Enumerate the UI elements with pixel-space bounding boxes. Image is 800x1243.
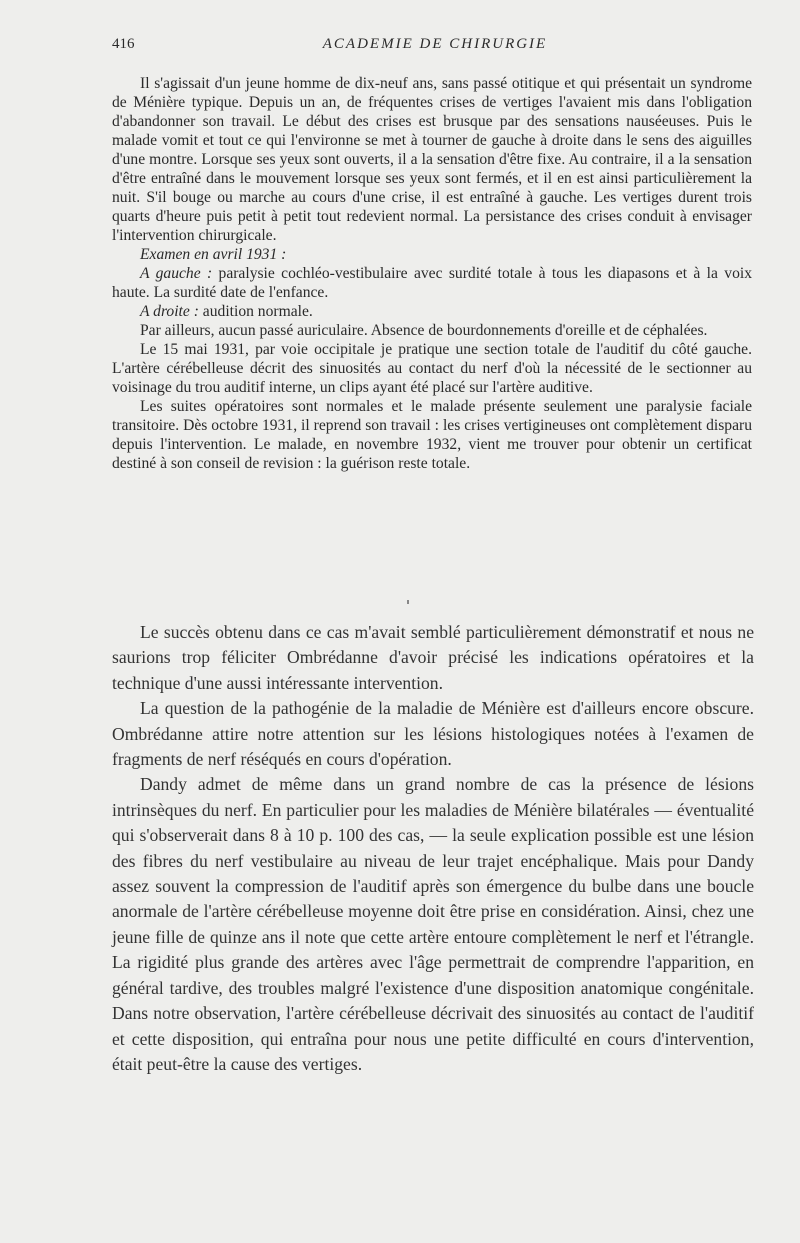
case-paragraph-followup: Les suites opératoires sont normales et le malade présente seulement une paralysie faciale transitoire. Dès octobre 1931, il reprend son travail : les crises vertigineuses ont complètement disparu depuis l'intervention. Le malade, en novembre 1932, vient me trouver pour obtenir un certificat destiné à son conseil de revision : la guérison reste totale. bbox=[112, 398, 752, 472]
running-title: ACADEMIE DE CHIRURGIE bbox=[322, 36, 548, 52]
page-header bbox=[112, 36, 758, 58]
right-label: A droite : bbox=[140, 303, 199, 320]
page-number: 416 bbox=[112, 36, 135, 52]
left-ear-findings bbox=[112, 264, 752, 302]
case-paragraph-operation: Le 15 mai 1931, par voie occipitale je pratique une section totale de l'auditif du côté gauche. L'artère cérébelleuse décrit des sinuosités au contact du nerf d'où la nécessité de le sectionner au voisinage du trou auditif interne, un clips ayant été placé sur l'artère auditive. bbox=[112, 341, 752, 396]
right-text: audition normale. bbox=[198, 303, 313, 320]
discussion-paragraph-1: Le succès obtenu dans ce cas m'avait semblé particulièrement démonstratif et nous ne saurions trop féliciter Ombrédanne d'avoir précisé les indications opératoires et la technique d'une aussi intéressante intervention. bbox=[112, 622, 754, 693]
discussion-paragraph-3: Dandy admet de même dans un grand nombre de cas la présence de lésions intrinsèques du nerf. En particulier pour les maladies de Ménière bilatérales — éventualité qui s'observerait dans 8 à 10 p. 100 des cas, — la seule explication possible est une lésion des fibres du nerf vestibulaire au niveau de leur trajet encéphalique. Mais pour Dandy assez souvent la compression de l'auditif après son émergence du bulbe dans une boucle anormale de l'artère cérébelleuse moyenne doit être prise en considération. Ainsi, chez une jeune fille de quinze ans il note que cette artère entoure complètement le nerf et l'étrangle. La rigidité plus grande des artères avec l'âge permettrait de comprendre l'apparition, en général tardive, des troubles malgré l'existence d'une disposition anatomique congénitale. Dans notre observation, l'artère cérébelleuse décrivait des sinuosités au contact de l'auditif et cette disposition, qui entraîna pour nous une petite difficulté en cours d'intervention, était peut-être la cause des vertiges. bbox=[112, 774, 754, 1074]
left-text: paralysie cochléo-vestibulaire avec surdité totale à tous les diapasons et à la voix haute. La surdité date de l'enfance. bbox=[112, 265, 752, 301]
case-paragraph-history: Il s'agissait d'un jeune homme de dix-neuf ans, sans passé otitique et qui présentait un syndrome de Ménière typique. Depuis un an, de fréquentes crises de vertiges l'avaient mis dans l'obligation d'abandonner son travail. Le début des crises est brusque par des sensations nauséeuses. Puis le malade vomit et tout ce qui l'environne se met à tourner de gauche à droite dans le sens des aiguilles d'une montre. Lorsque ses yeux sont ouverts, il a la sensation d'être fixe. Au contraire, il a la sensation d'être entraîné dans le mouvement lorsque ses yeux sont fermés, et il en est ainsi particulièrement la nuit. S'il bouge ou marche au cours d'une crise, il est entraîné à gauche. Les vertiges durent trois quarts d'heure puis petit à petit tout redevient normal. La persistance des crises conduit à envisager l'intervention chirurgicale. bbox=[112, 75, 752, 244]
discussion bbox=[112, 620, 754, 1077]
case-paragraph-other: Par ailleurs, aucun passé auriculaire. Absence de bourdonnements d'oreille et de céphalées. bbox=[140, 322, 708, 339]
exam-label: Examen en avril 1931 : bbox=[140, 246, 287, 263]
discussion-paragraph-2: La question de la pathogénie de la maladie de Ménière est d'ailleurs encore obscure. Ombrédanne attire notre attention sur les lésions histologiques notées à l'examen de fragments de nerf réséqués en cours d'opération. bbox=[112, 698, 754, 770]
separator-mark bbox=[407, 600, 409, 604]
left-label: A gauche : bbox=[140, 265, 213, 282]
case-report bbox=[112, 74, 752, 473]
right-ear-findings bbox=[112, 302, 752, 321]
exam-heading bbox=[112, 245, 752, 264]
